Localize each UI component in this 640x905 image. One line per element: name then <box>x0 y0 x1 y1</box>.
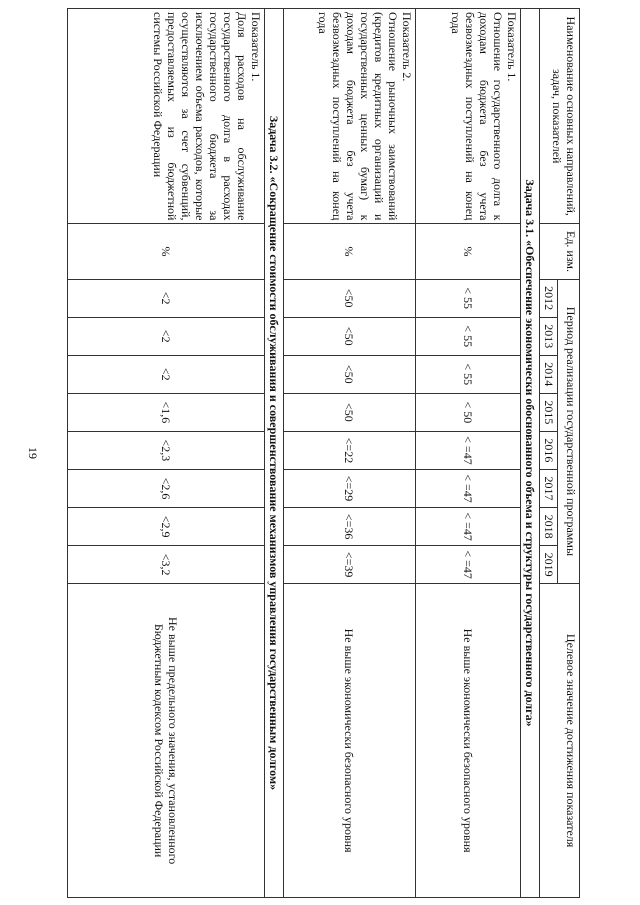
target-cell: Не выше предельного значения, установленного Бюджетным кодексом Российской Федерации <box>68 584 265 898</box>
value-cell: <50 <box>284 279 416 317</box>
value-cell: < 55 <box>416 317 521 355</box>
value-cell: <3,2 <box>68 546 265 584</box>
header-year: 2017 <box>540 469 558 507</box>
unit-cell: % <box>416 224 521 279</box>
indicator-description: Доля расходов на обслуживание государственного долга в расходах государственного бюджета за исключением объема расходов, которые осуществляются за счет субвенций, предоставляемых из бюджетной системы Российской Федерации <box>151 12 249 221</box>
indicator-label: Показатель 1. <box>249 12 263 82</box>
value-cell: <2 <box>68 355 265 393</box>
header-year: 2015 <box>540 393 558 431</box>
page-number: 19 <box>26 447 40 459</box>
section-title: Задача 3.1. «Обеспечение экономически обоснованного объема и структуры государственного долга» <box>521 9 540 898</box>
header-year: 2016 <box>540 431 558 469</box>
value-cell: <1,6 <box>68 393 265 431</box>
value-cell: < =47 <box>416 508 521 546</box>
indicators-table <box>67 8 580 898</box>
indicator-cell <box>284 9 416 224</box>
value-cell: <2,3 <box>68 431 265 469</box>
header-year: 2013 <box>540 317 558 355</box>
value-cell: <50 <box>284 393 416 431</box>
rotated-table-wrapper <box>70 8 580 898</box>
value-cell: < =47 <box>416 431 521 469</box>
header-year: 2018 <box>540 508 558 546</box>
section-title: Задача 3.2. «Сокращение стоимости обслуживания и совершенствование механизмов управления государственным долгом» <box>265 9 284 898</box>
value-cell: < 55 <box>416 279 521 317</box>
value-cell: <=39 <box>284 546 416 584</box>
header-year: 2012 <box>540 279 558 317</box>
indicator-label: Показатель 2. <box>400 12 414 82</box>
header-period: Период реализации государственной программы <box>558 279 580 584</box>
unit-cell: % <box>68 224 265 279</box>
header-target: Целевое значение достижения показателя <box>540 584 580 898</box>
value-cell: <=29 <box>284 469 416 507</box>
value-cell: < 50 <box>416 393 521 431</box>
value-cell: < =47 <box>416 546 521 584</box>
indicator-cell <box>416 9 521 224</box>
indicator-label: Показатель 1. <box>505 12 519 82</box>
indicator-cell <box>68 9 265 224</box>
header-year: 2014 <box>540 355 558 393</box>
indicator-description: Отношение государственного долга к доходам бюджета без учета безвозмездных поступлений на конец года <box>449 12 505 221</box>
value-cell: <2,6 <box>68 469 265 507</box>
value-cell: < 55 <box>416 355 521 393</box>
header-name: Наименование основных направлений, задач, показателей <box>540 9 580 224</box>
value-cell: <50 <box>284 355 416 393</box>
indicator-description: Отношение рыночных заимствований (кредитов кредитных организаций и государственных ценных бумаг) к доходам бюджета без учета безвозмездных поступлений на конец года <box>316 12 400 221</box>
target-cell: Не выше экономически безопасного уровня <box>416 584 521 898</box>
header-unit: Ед. изм. <box>540 224 580 279</box>
header-year: 2019 <box>540 546 558 584</box>
value-cell: <50 <box>284 317 416 355</box>
unit-cell: % <box>284 224 416 279</box>
value-cell: <2 <box>68 317 265 355</box>
value-cell: < =47 <box>416 469 521 507</box>
value-cell: <2,9 <box>68 508 265 546</box>
target-cell: Не выше экономически безопасного уровня <box>284 584 416 898</box>
value-cell: <2 <box>68 279 265 317</box>
value-cell: <=22 <box>284 431 416 469</box>
value-cell: <=36 <box>284 508 416 546</box>
